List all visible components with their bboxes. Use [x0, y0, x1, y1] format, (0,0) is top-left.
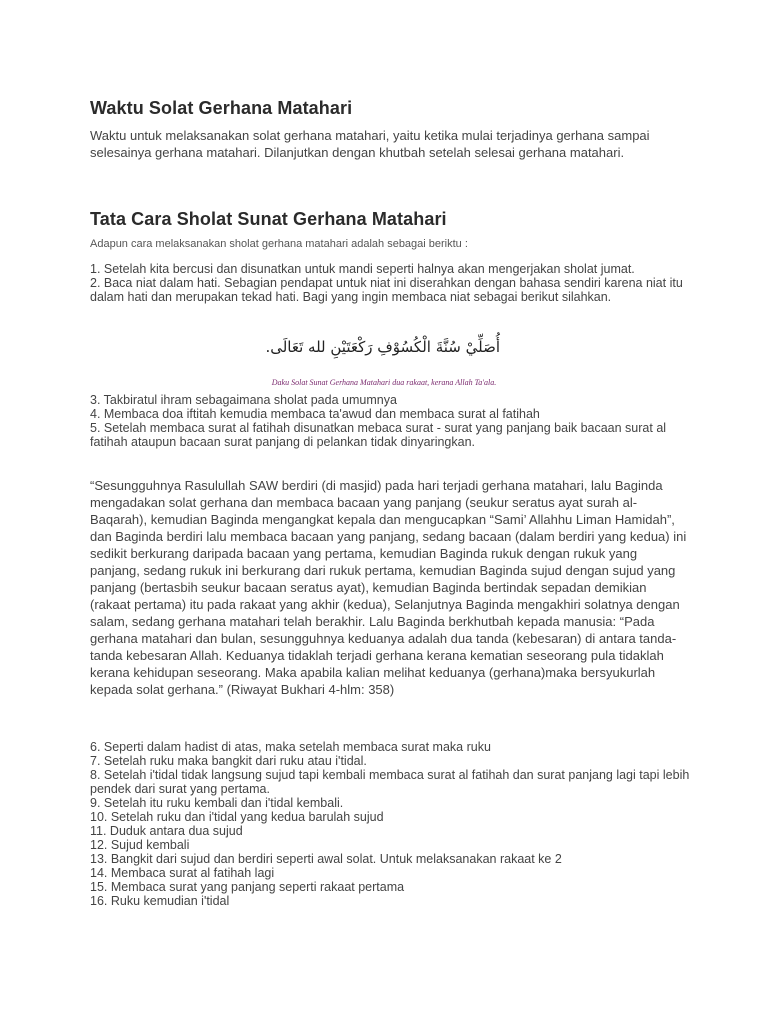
list-item: 14. Membaca surat al fatihah lagi — [90, 866, 275, 880]
list-item: 1. Setelah kita bercusi dan disunatkan untuk mandi seperti halnya akan mengerjakan sholat jumat. — [90, 262, 635, 276]
arabic-translation-caption: Daku Solat Sunat Gerhana Matahari dua rakaat, kerana Allah Ta'ala. — [271, 378, 497, 387]
paragraph-waktu: Waktu untuk melaksanakan solat gerhana matahari, yaitu ketika mulai terjadinya gerhana sampai selesainya gerhana matahari. Dilanjutkan dengan khutbah setelah selesai gerhana matahari. — [90, 128, 650, 160]
heading-waktu-solat: Waktu Solat Gerhana Matahari — [90, 98, 353, 118]
hadith-quote: “Sesungguhnya Rasulullah SAW berdiri (di masjid) pada hari terjadi gerhana matahari, lalu Baginda mengadakan solat gerhana dan membaca bacaan yang panjang (seukur seratus ayat surah al-Baqarah), kemudian Baginda mengangkat kepala dan mengucapkan “Sami’ Allahhu Liman Hamidah”, dan Baginda berdiri lalu membaca bacaan yang panjang, sedang bacaan (dalam berdiri yang kedua) ini sedikit berkurang daripada bacaan yang pertama, kemudian Baginda rukuk dengan rukuk yang panjang, sedang rukuk ini berkurang dari rukuk pertama, kemudian Baginda sujud dengan sujud yang panjang (bertasbih seukur bacaan seratus ayat), kemudian Baginda bertindak sepadan demikian (rakaat pertama) itu pada rakaat yang akhir (kedua), Selanjutnya Baginda mengakhiri solatnya dengan salam, sedang gerhana matahari telah berakhir. Lalu Baginda berkhutbah kepada manusia: “Pada gerhana matahari dan bulan, sesungguhnya keduanya adalah dua tanda (kebesaran) di antara tanda-tanda kebesaran Allah. Keduanya tidaklah terjadi gerhana kerana kematian seseorang pula tidaklah kerana kehidupan seseorang. Maka apabila kalian melihat keduanya (gerhana)maka bersyukurlah kepada solat gerhana.” (Riwayat Bukhari 4-hlm: 358) — [90, 478, 687, 697]
list-item: 13. Bangkit dari sujud dan berdiri seperti awal solat. Untuk melaksanakan rakaat ke 2 — [90, 852, 562, 866]
list-item: 16. Ruku kemudian i'tidal — [90, 894, 230, 908]
list-item: 10. Setelah ruku dan i'tidal yang kedua barulah sujud — [90, 810, 384, 824]
list-item: 7. Setelah ruku maka bangkit dari ruku atau i'tidal. — [90, 754, 367, 768]
heading-tata-cara: Tata Cara Sholat Sunat Gerhana Matahari — [90, 209, 447, 229]
list-item: 8. Setelah i'tidal tidak langsung sujud tapi kembali membaca surat al fatihah dan surat panjang lagi tapi lebih pendek dari surat yang pertama. — [90, 768, 690, 796]
list-item: 3. Takbiratul ihram sebagaimana sholat pada umumnya — [90, 393, 397, 407]
list-item: 15. Membaca surat yang panjang seperti rakaat pertama — [90, 880, 405, 894]
list-item: 11. Duduk antara dua sujud — [90, 824, 243, 838]
arabic-niat-text: أُصَلِّيْ سُنَّةَ الْكُسُوْفِ رَكْعَتَيْنِ لله تَعَالَى. — [265, 338, 500, 356]
list-item: 9. Setelah itu ruku kembali dan i'tidal kembali. — [90, 796, 344, 810]
list-item: 6. Seperti dalam hadist di atas, maka setelah membaca surat maka ruku — [90, 740, 491, 754]
steps-list-c — [90, 740, 690, 908]
list-item: 2. Baca niat dalam hati. Sebagian pendapat untuk niat ini diserahkan dengan bahasa sendiri karena niat itu dalam hati dan merupakan tekad hati. Bagi yang ingin membaca niat sebagai berikut silahkan. — [90, 276, 683, 304]
list-item: 5. Setelah membaca surat al fatihah disunatkan mebaca surat - surat yang panjang baik bacaan surat al fatihah ataupun bacaan surat panjang di pelankan tidak dinyaringkan. — [90, 421, 667, 449]
steps-list-a — [90, 262, 690, 304]
list-item: 12. Sujud kembali — [90, 838, 190, 852]
list-item: 4. Membaca doa iftitah kemudia membaca ta'awud dan membaca surat al fatihah — [90, 407, 540, 421]
paragraph-adapun: Adapun cara melaksanakan sholat gerhana matahari adalah sebagai beriktu : — [90, 238, 468, 250]
steps-list-b — [90, 393, 690, 449]
